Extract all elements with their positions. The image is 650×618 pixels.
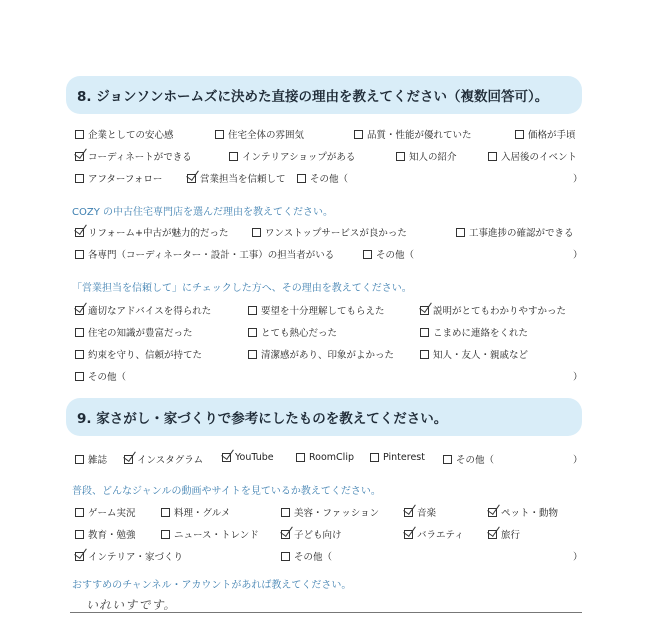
- checkbox-checked-icon: [124, 455, 133, 464]
- genre-checkbox[interactable]: ペット・動物: [488, 505, 558, 519]
- checkbox-icon: [354, 130, 363, 139]
- reason-checkbox-other[interactable]: その他（: [297, 171, 348, 185]
- checkbox-icon: [75, 328, 84, 337]
- reason-checkbox[interactable]: 価格が手頃: [515, 127, 576, 141]
- answer-line[interactable]: [70, 612, 582, 613]
- checkbox-icon: [370, 453, 379, 462]
- checkbox-icon: [252, 228, 261, 237]
- genre-checkbox[interactable]: ゲーム実況: [75, 505, 136, 519]
- checkbox-icon: [456, 228, 465, 237]
- checkbox-icon: [75, 530, 84, 539]
- reason-checkbox[interactable]: 知人の紹介: [396, 149, 457, 163]
- checkbox-icon: [363, 250, 372, 259]
- checkbox-icon: [161, 508, 170, 517]
- genre-question: 普段、どんなジャンルの動画やサイトを見ているか教えてください。: [72, 486, 381, 497]
- checkbox-icon: [248, 350, 257, 359]
- checkbox-icon: [420, 350, 429, 359]
- checkbox-icon: [75, 508, 84, 517]
- cozy-checkbox[interactable]: ワンストップサービスが良かった: [252, 225, 407, 239]
- sales-checkbox[interactable]: 要望を十分理解してもらえた: [248, 303, 385, 317]
- sales-checkbox[interactable]: 住宅の知識が豊富だった: [75, 325, 193, 339]
- reason-checkbox[interactable]: 企業としての安心感: [75, 127, 174, 141]
- checkbox-checked-icon: [488, 530, 497, 539]
- sales-checkbox-other[interactable]: その他（: [75, 369, 126, 383]
- reason-checkbox[interactable]: アフターフォロー: [75, 171, 162, 185]
- checkbox-checked-icon: [420, 306, 429, 315]
- source-checkbox[interactable]: インスタグラム: [124, 452, 203, 466]
- checkbox-icon: [75, 350, 84, 359]
- close-paren: ）: [573, 174, 583, 185]
- checkbox-icon: [281, 508, 290, 517]
- checkbox-checked-icon: [75, 552, 84, 561]
- cozy-checkbox[interactable]: 工事進捗の確認ができる: [456, 225, 574, 239]
- sales-checkbox[interactable]: とても熱心だった: [248, 325, 337, 339]
- source-checkbox[interactable]: 雑誌: [75, 452, 107, 466]
- channel-question: おすすめのチャンネル・アカウントがあれば教えてください。: [72, 580, 352, 591]
- reason-checkbox[interactable]: コーディネートができる: [75, 149, 192, 163]
- checkbox-icon: [420, 328, 429, 337]
- checkbox-icon: [161, 530, 170, 539]
- cozy-checkbox-other[interactable]: その他（: [363, 247, 414, 261]
- checkbox-checked-icon: [488, 508, 497, 517]
- source-checkbox-other[interactable]: その他（: [443, 452, 494, 466]
- checkbox-icon: [296, 453, 305, 462]
- checkbox-checked-icon: [75, 306, 84, 315]
- cozy-checkbox[interactable]: リフォーム+中古が魅力的だった: [75, 225, 229, 239]
- checkbox-checked-icon: [404, 530, 413, 539]
- cozy-question: COZY の中古住宅専門店を選んだ理由を教えてください。: [72, 207, 333, 218]
- checkbox-icon: [75, 250, 84, 259]
- genre-checkbox[interactable]: 子ども向け: [281, 527, 342, 541]
- reason-checkbox[interactable]: インテリアショップがある: [229, 149, 355, 163]
- checkbox-icon: [75, 455, 84, 464]
- sales-checkbox[interactable]: 適切なアドバイスを得られた: [75, 303, 211, 317]
- checkbox-checked-icon: [75, 228, 84, 237]
- checkbox-icon: [75, 372, 84, 381]
- reason-checkbox[interactable]: 営業担当を信頼して: [187, 171, 286, 185]
- genre-checkbox[interactable]: インテリア・家づくり: [75, 549, 183, 563]
- sales-checkbox[interactable]: 知人・友人・親戚など: [420, 347, 528, 361]
- close-paren: ）: [573, 250, 583, 261]
- genre-checkbox-other[interactable]: その他（: [281, 549, 332, 563]
- handwritten-answer: いれいすです。: [86, 598, 177, 612]
- genre-checkbox[interactable]: バラエティ: [404, 527, 464, 541]
- genre-checkbox[interactable]: 音楽: [404, 505, 436, 519]
- section9-title: 9. 家さがし・家づくりで参考にしたものを教えてください。: [77, 411, 448, 427]
- checkbox-icon: [443, 455, 452, 464]
- checkbox-icon: [297, 174, 306, 183]
- sales-checkbox[interactable]: 約束を守り、信頼が持てた: [75, 347, 202, 361]
- checkbox-icon: [75, 130, 84, 139]
- genre-checkbox[interactable]: 美容・ファッション: [281, 505, 379, 519]
- checkbox-icon: [215, 130, 224, 139]
- checkbox-checked-icon: [75, 152, 84, 161]
- checkbox-icon: [229, 152, 238, 161]
- checkbox-icon: [248, 328, 257, 337]
- source-checkbox[interactable]: RoomClip: [296, 452, 354, 463]
- sales-checkbox[interactable]: 説明がとてもわかりやすかった: [420, 303, 566, 317]
- genre-checkbox[interactable]: 料理・グルメ: [161, 505, 230, 519]
- checkbox-checked-icon: [222, 453, 231, 462]
- section8-title: 8. ジョンソンホームズに決めた直接の理由を教えてください（複数回答可）。: [77, 89, 549, 105]
- checkbox-checked-icon: [281, 530, 290, 539]
- source-checkbox[interactable]: YouTube: [222, 452, 274, 463]
- reason-checkbox[interactable]: 住宅全体の雰囲気: [215, 127, 304, 141]
- checkbox-icon: [248, 306, 257, 315]
- sales-checkbox[interactable]: こまめに連絡をくれた: [420, 325, 528, 339]
- genre-checkbox[interactable]: 教育・勉強: [75, 527, 136, 541]
- close-paren: ）: [573, 455, 583, 466]
- sales-question: 「営業担当を信頼して」にチェックした方へ、その理由を教えてください。: [72, 283, 412, 294]
- checkbox-checked-icon: [404, 508, 413, 517]
- checkbox-icon: [515, 130, 524, 139]
- sales-checkbox[interactable]: 清潔感があり、印象がよかった: [248, 347, 394, 361]
- reason-checkbox[interactable]: 入居後のイベント: [488, 149, 577, 163]
- checkbox-checked-icon: [187, 174, 196, 183]
- checkbox-icon: [281, 552, 290, 561]
- checkbox-icon: [488, 152, 497, 161]
- close-paren: ）: [573, 372, 583, 383]
- section9-banner: [66, 398, 582, 436]
- checkbox-icon: [396, 152, 405, 161]
- genre-checkbox[interactable]: 旅行: [488, 527, 520, 541]
- section8-banner: [66, 76, 582, 114]
- reason-checkbox[interactable]: 品質・性能が優れていた: [354, 127, 472, 141]
- source-checkbox[interactable]: Pinterest: [370, 452, 425, 463]
- cozy-checkbox[interactable]: 各専門（コーディネーター・設計・工事）の担当者がいる: [75, 247, 334, 261]
- genre-checkbox[interactable]: ニュース・トレンド: [161, 527, 259, 541]
- checkbox-icon: [75, 174, 84, 183]
- close-paren: ）: [573, 552, 583, 563]
